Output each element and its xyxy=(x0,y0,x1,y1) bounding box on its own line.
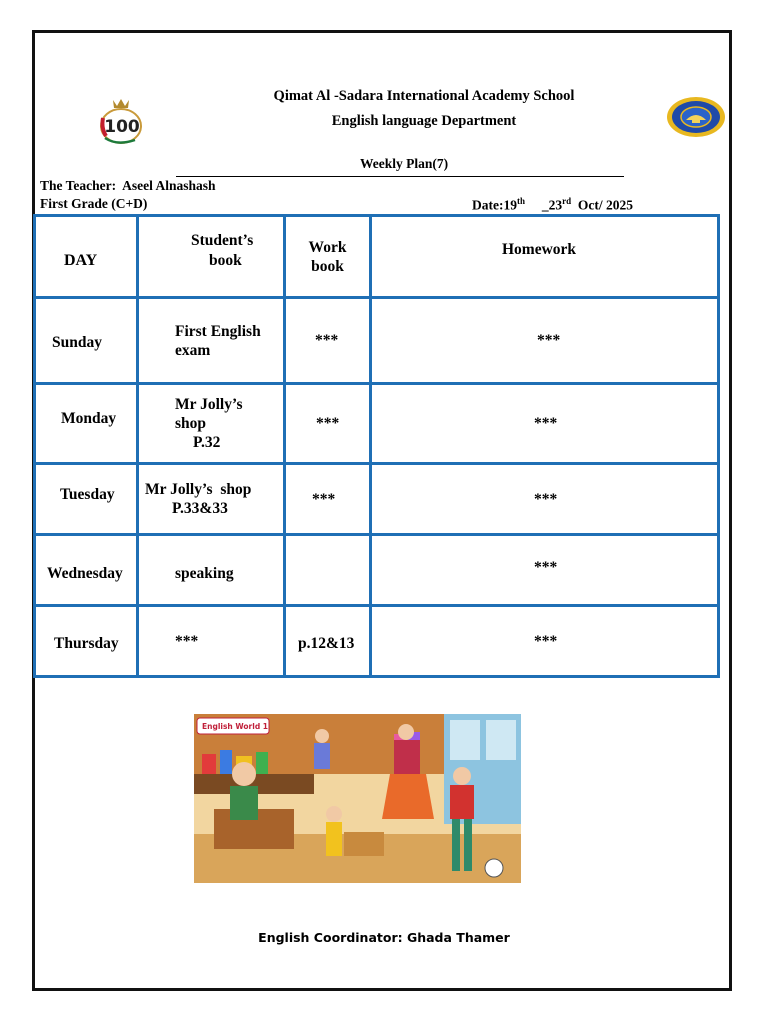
table-row xyxy=(35,606,719,677)
table-row xyxy=(35,464,719,535)
table-row xyxy=(35,535,719,606)
teacher-name: Aseel Alnashash xyxy=(122,178,216,193)
students-book-cell: Mr Jolly’s shop P.32 xyxy=(138,384,285,464)
mr-jolly-shop-illustration xyxy=(194,714,521,883)
weekly-plan-table xyxy=(33,214,720,678)
english-world-badge: English World 1 xyxy=(202,722,269,731)
table-row xyxy=(35,298,719,384)
header-homework: Homework xyxy=(371,216,719,298)
title-underline xyxy=(176,176,624,177)
homework-cell: *** xyxy=(371,298,719,384)
department-name: English language Department xyxy=(331,113,517,129)
coordinator-signature: English Coordinator: Ghada Thamer xyxy=(258,930,510,945)
school-name: Qimat Al -Sadara International Academy School xyxy=(273,88,575,104)
students-book-cell: Mr Jolly’s shop P.33&33 xyxy=(138,464,285,535)
homework-cell: *** xyxy=(371,606,719,677)
teacher-label: The Teacher: xyxy=(40,178,117,193)
header-students-book: Student’s book xyxy=(138,216,285,298)
table-row xyxy=(35,384,719,464)
homework-cell: *** xyxy=(371,535,719,606)
day-cell: Tuesday xyxy=(35,464,138,535)
table-header-row xyxy=(35,216,719,298)
day-cell: Wednesday xyxy=(35,535,138,606)
day-cell: Thursday xyxy=(35,606,138,677)
work-book-cell: p.12&13 xyxy=(285,606,371,677)
work-book-cell xyxy=(285,535,371,606)
students-book-cell: *** xyxy=(138,606,285,677)
homework-cell: *** xyxy=(371,384,719,464)
teacher-line xyxy=(40,178,216,194)
students-book-cell: speaking xyxy=(138,535,285,606)
day-cell: Monday xyxy=(35,384,138,464)
homework-cell: *** xyxy=(371,464,719,535)
date-range: Date:19th _23rd Oct/ 2025 xyxy=(472,196,633,213)
svg-text:100: 100 xyxy=(104,117,140,137)
header-work-book: Work book xyxy=(285,216,371,298)
work-book-cell: *** xyxy=(285,384,371,464)
day-cell: Sunday xyxy=(35,298,138,384)
work-book-cell: *** xyxy=(285,298,371,384)
plan-title: Weekly Plan(7) xyxy=(360,156,449,171)
students-book-cell: First English exam xyxy=(138,298,285,384)
header-day: DAY xyxy=(35,216,138,298)
work-book-cell: *** xyxy=(285,464,371,535)
grade-label: First Grade (C+D) xyxy=(40,196,148,211)
